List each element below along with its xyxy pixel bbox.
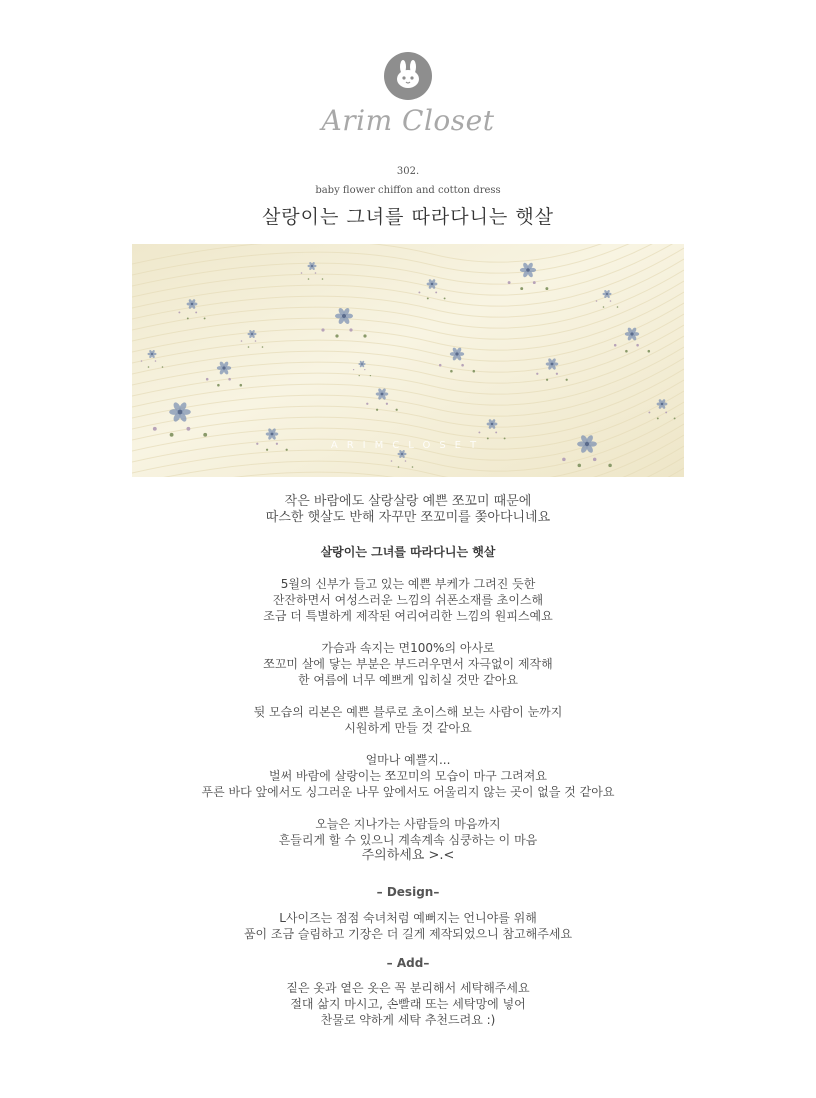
product-number: 302. bbox=[396, 166, 420, 177]
brand-name: Arim Closet bbox=[321, 104, 495, 137]
text-line: 흔들리게 할 수 있으니 계속계속 심쿵하는 이 마음 bbox=[278, 833, 538, 847]
brand-logo bbox=[0, 52, 816, 100]
paragraph-1 bbox=[0, 576, 816, 624]
text-line: 찬물로 약하게 세탁 추천드려요 :) bbox=[320, 1013, 496, 1027]
text-line: 절대 삶지 마시고, 손빨래 또는 세탁망에 넣어 bbox=[290, 997, 526, 1011]
text-line: 푸른 바다 앞에서도 싱그러운 나무 앞에서도 어울리지 않는 곳이 없을 것 같아요 bbox=[201, 785, 615, 799]
paragraph-5 bbox=[0, 816, 816, 864]
design-heading: – Design– bbox=[376, 885, 440, 899]
bunny-face-icon bbox=[384, 52, 432, 100]
text-line: 시원하게 만들 것 같아요 bbox=[344, 721, 472, 735]
text-line: 주의하세요 >.< bbox=[361, 848, 455, 863]
text-line: 품이 조금 슬림하고 기장은 더 길게 제작되었으니 참고해주세요 bbox=[243, 927, 573, 941]
text-line: 짙은 옷과 옅은 옷은 꼭 분리해서 세탁해주세요 bbox=[286, 981, 530, 995]
photo-watermark: ARIMCLOSET bbox=[330, 440, 486, 451]
paragraph-4 bbox=[0, 752, 816, 800]
text-line: 쪼꼬미 살에 닿는 부분은 부드러우면서 자극없이 제작해 bbox=[263, 657, 553, 671]
product-name: baby flower chiffon and cotton dress bbox=[315, 185, 501, 196]
text-line: 벌써 바람에 살랑이는 쪼꼬미의 모습이 마구 그려져요 bbox=[269, 769, 547, 783]
text-line: 5월의 신부가 들고 있는 예쁜 부케가 그려진 듯한 bbox=[280, 577, 536, 591]
care-notes bbox=[0, 980, 816, 1028]
text-line: 오늘은 지나가는 사람들의 마음까지 bbox=[315, 817, 501, 831]
text-line: 조금 더 특별하게 제작된 여리여리한 느낌의 원피스예요 bbox=[263, 609, 553, 623]
paragraph-2 bbox=[0, 640, 816, 688]
intro-line: 따스한 햇살도 반해 자꾸만 쪼꼬미를 쫒아다니네요 bbox=[265, 510, 551, 525]
add-heading: – Add– bbox=[386, 956, 430, 970]
text-line: 가슴과 속지는 면100%의 아사로 bbox=[321, 641, 495, 655]
intro-line: 작은 바람에도 살랑살랑 예쁜 쪼꼬미 때문에 bbox=[284, 494, 532, 509]
text-line: 잔잔하면서 여성스러운 느낌의 쉬폰소재를 초이스해 bbox=[272, 593, 544, 607]
text-line: L사이즈는 점점 숙녀처럼 예뻐지는 언니야를 위해 bbox=[279, 911, 537, 925]
intro-text bbox=[0, 494, 816, 526]
product-title: 살랑이는 그녀를 따라다니는 햇살 bbox=[261, 206, 555, 228]
text-line: 얼마나 예쁠지... bbox=[365, 753, 451, 767]
paragraph-3 bbox=[0, 704, 816, 736]
headline: 살랑이는 그녀를 따라다니는 햇살 bbox=[320, 545, 496, 559]
product-photo bbox=[132, 244, 684, 477]
text-line: 한 여름에 너무 예쁘게 입히실 것만 같아요 bbox=[298, 673, 518, 687]
text-line: 뒷 모습의 리본은 예쁜 블루로 초이스해 보는 사람이 눈까지 bbox=[253, 705, 563, 719]
design-notes bbox=[0, 910, 816, 942]
